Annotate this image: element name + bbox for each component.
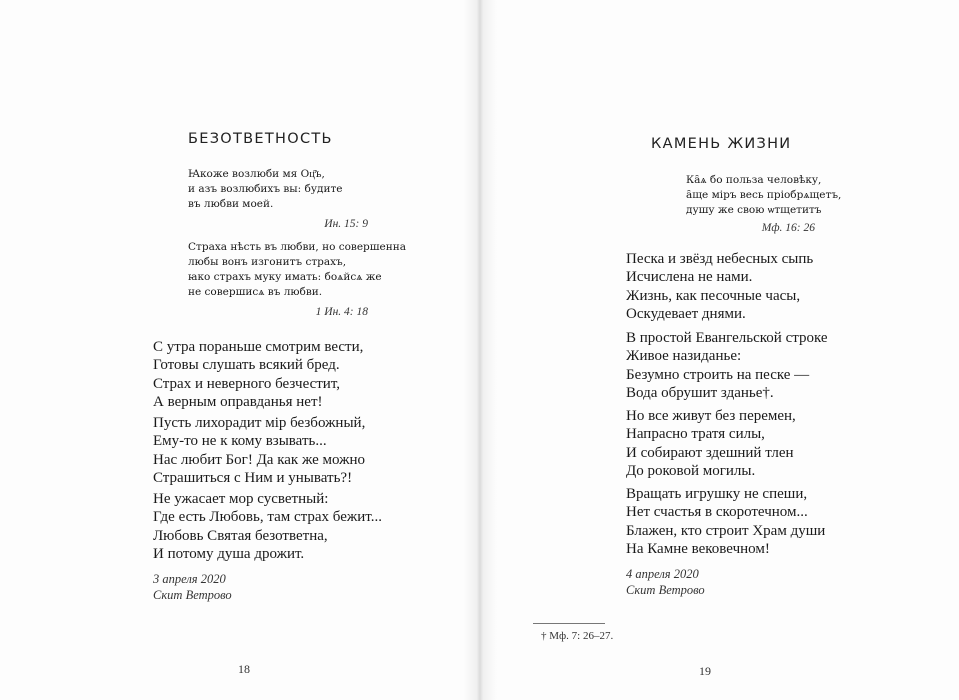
poem-line: Блажен, кто строит Храм души	[626, 522, 826, 539]
poem-line: И потому душа дрожит.	[153, 545, 305, 562]
poem-line: Не ужасает мор сусветный:	[153, 491, 329, 507]
epigraph-line: не совершисѧ въ любви.	[188, 286, 323, 298]
poem-line: Готовы слушать всякий бред.	[153, 357, 340, 374]
epigraph-line: Ка̑ѧ бо польза человѣку,	[686, 174, 822, 186]
epigraph-line: душу же свою ѡтщетитъ	[686, 204, 822, 216]
poem-line: Жизнь, как песочные часы,	[626, 287, 801, 304]
epigraph-line: любы вонъ изгонитъ страхъ,	[188, 256, 347, 268]
poem-line: Оскудевает днями.	[626, 305, 746, 322]
poem-line: Страх и неверного безчестит,	[153, 375, 341, 392]
epigraph-line: въ любви моей.	[188, 198, 274, 210]
epigraph-reference: Ин. 15: 9	[324, 218, 368, 230]
poem-stanza	[626, 407, 796, 480]
poem-line: Живое назиданье:	[626, 348, 742, 365]
poem-line: Исчислена не нами.	[626, 269, 753, 286]
left-page	[0, 0, 478, 700]
epigraph-reference: 1 Ин. 4: 18	[315, 306, 368, 318]
poem-line: Вода обрушит зданье†.	[626, 384, 774, 401]
page-number: 18	[238, 662, 250, 676]
poem-stanza	[626, 250, 813, 323]
epigraph-line: и азъ возлюбихъ вы: будите	[188, 183, 343, 195]
poem-stanza	[153, 490, 382, 563]
epigraph-line: а̑ще мiръ весь прiобрѧщетъ,	[686, 189, 842, 201]
epigraph-line: Страха нѣсть въ любви, но совершенна	[188, 241, 407, 253]
footnote-rule	[533, 623, 605, 624]
poem-line: Ему-то не к кому взывать...	[153, 433, 327, 450]
poem-stanza	[153, 338, 363, 411]
epigraph-text	[188, 167, 343, 212]
poem-date	[153, 571, 232, 603]
footnote: † Мф. 7: 26–27.	[541, 630, 614, 642]
place-text: Скит Ветрово	[626, 583, 705, 597]
date-text: 3 апреля 2020	[153, 572, 226, 586]
poem-line: Напрасно тратя силы,	[626, 426, 765, 443]
poem-line: Где есть Любовь, там страх бежит...	[153, 509, 382, 526]
poem-line: Нет счастья в скоротечном...	[626, 504, 808, 521]
epigraph-line: ꙗко страхъ муку имать: боѧйсѧ же	[188, 271, 382, 283]
poem-line: С утра пораньше смотрим вести,	[153, 339, 364, 355]
epigraph-reference: Мф. 16: 26	[761, 222, 815, 234]
poem-line: Пусть лихорадит мiр безбожный,	[153, 415, 366, 431]
date-text: 4 апреля 2020	[626, 567, 699, 581]
poem-stanza	[153, 414, 365, 487]
poem-stanza	[626, 329, 828, 402]
right-page	[481, 0, 959, 700]
epigraph-line: Ꙗкоже возлюби мя Оц҃ъ,	[188, 168, 325, 180]
poem-title: КАМЕНЬ ЖИЗНИ	[651, 136, 792, 152]
book-gutter-shadow	[463, 0, 497, 700]
epigraph-text	[188, 240, 406, 300]
poem-date	[626, 566, 705, 598]
poem-line: До роковой могилы.	[626, 462, 756, 479]
poem-line: А верным оправданья нет!	[153, 393, 323, 410]
poem-line: В простой Евангельской строке	[626, 330, 828, 346]
poem-stanza	[626, 485, 825, 558]
poem-title: БЕЗОТВЕТНОСТЬ	[188, 131, 333, 147]
poem-line: Страшиться с Ним и унывать?!	[153, 469, 353, 486]
poem-line: На Камне вековечном!	[626, 540, 770, 557]
poem-line: Песка и звёзд небесных сыпь	[626, 251, 814, 267]
page-number: 19	[699, 664, 711, 678]
poem-line: И собирают здешний тлен	[626, 444, 794, 461]
place-text: Скит Ветрово	[153, 588, 232, 602]
poem-line: Нас любит Бог! Да как же можно	[153, 451, 366, 468]
poem-line: Безумно строить на песке —	[626, 366, 810, 383]
poem-line: Любовь Святая безответна,	[153, 527, 328, 544]
poem-line: Но все живут без перемен,	[626, 408, 796, 424]
poem-line: Вращать игрушку не спеши,	[626, 486, 808, 502]
epigraph-text	[686, 173, 841, 218]
